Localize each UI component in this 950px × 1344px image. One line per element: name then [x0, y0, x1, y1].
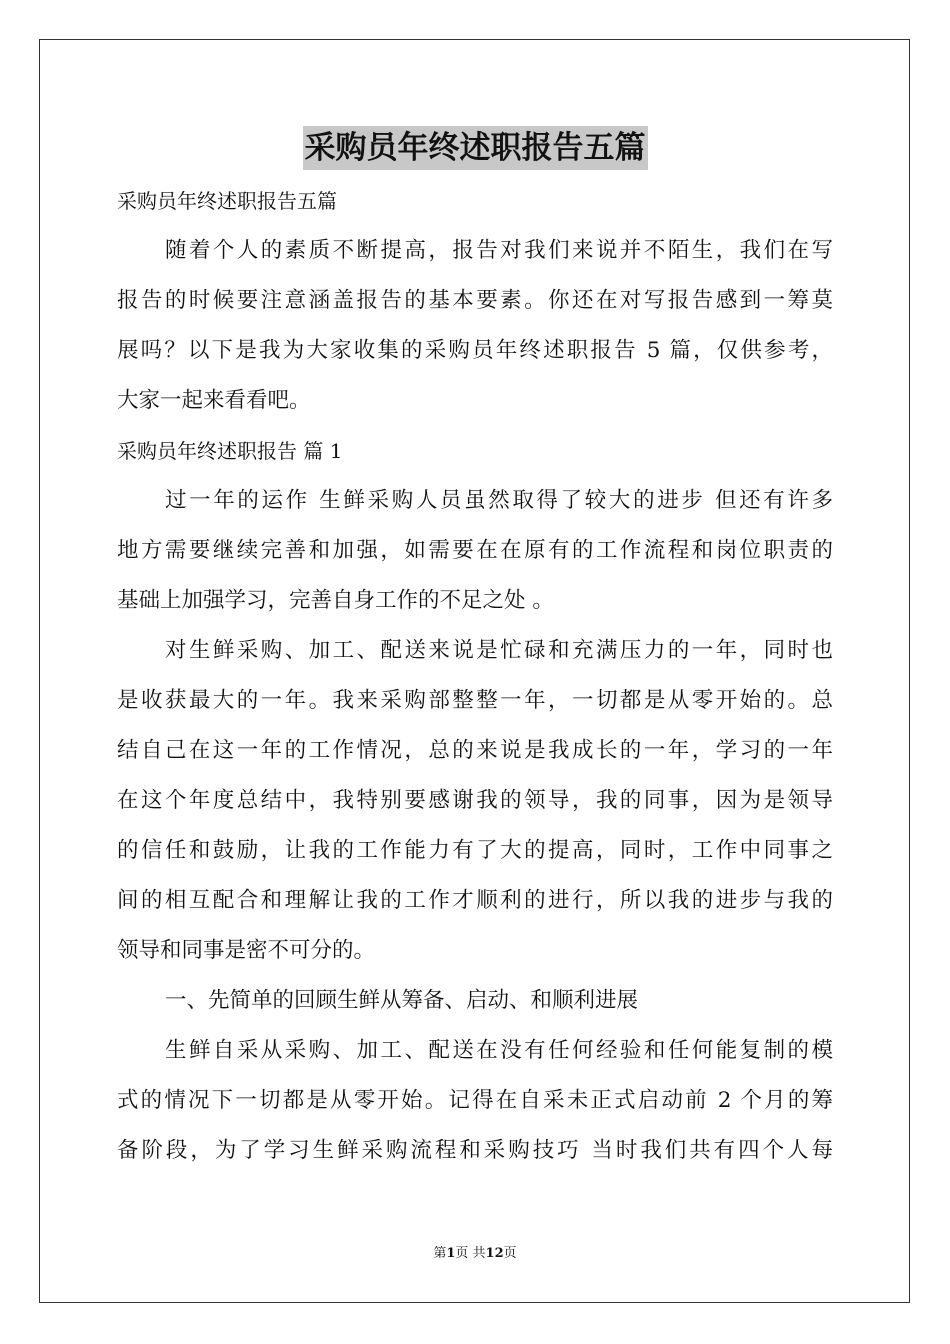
para2-line-6: 间的相互配合和理解让我的工作才顺利的进行，所以我的进步与我的	[117, 888, 833, 913]
footer-total-pages: 12	[485, 1246, 504, 1261]
para3-line-1: 生鲜自采从采购、加工、配送在没有任何经验和任何能复制的模	[165, 1038, 833, 1063]
footer-page-number: 1	[446, 1246, 456, 1261]
footer-page-prefix: 第	[433, 1246, 447, 1261]
para1-line-2: 地方需要继续完善和加强，如需要在在原有的工作流程和岗位职责的	[117, 538, 833, 563]
intro-line-4: 大家一起来看看吧。	[117, 388, 311, 413]
para3-line-2: 式的情况下一切都是从零开始。记得在自采未正式启动前 2 个月的筹	[117, 1088, 833, 1113]
intro-line-1: 随着个人的素质不断提高，报告对我们来说并不陌生，我们在写	[165, 238, 833, 263]
para1-line-3: 基础上加强学习，完善自身工作的不足之处 。	[117, 588, 554, 613]
footer-page-suffix: 页 共	[455, 1246, 486, 1261]
para2-line-4: 在这个年度总结中，我特别要感谢我的领导，我的同事，因为是领导	[117, 788, 833, 813]
para2-line-3: 结自己在这一年的工作情况，总的来说是我成长的一年，学习的一年	[117, 738, 833, 763]
intro-line-3: 展吗？以下是我为大家收集的采购员年终述职报告 5 篇，仅供参考，	[117, 338, 833, 363]
section-heading: 采购员年终述职报告 篇 1	[117, 439, 343, 463]
para2-line-1: 对生鲜采购、加工、配送来说是忙碌和充满压力的一年，同时也	[165, 638, 833, 663]
footer-total-suffix: 页	[503, 1246, 517, 1261]
para2-line-7: 领导和同事是密不可分的。	[117, 938, 376, 963]
page-footer	[0, 1245, 950, 1263]
intro-line-2: 报告的时候要注意涵盖报告的基本要素。你还在对写报告感到一筹莫	[117, 288, 833, 313]
title-container	[0, 126, 950, 170]
para3-line-3: 备阶段，为了学习生鲜采购流程和采购技巧 当时我们共有四个人每	[117, 1138, 833, 1163]
subheading-1: 一、先简单的回顾生鲜从筹备、启动、和顺利进展	[165, 988, 639, 1013]
para2-line-5: 的信任和鼓励，让我的工作能力有了大的提高，同时，工作中同事之	[117, 838, 833, 863]
document-subtitle: 采购员年终述职报告五篇	[117, 189, 337, 213]
para2-line-2: 是收获最大的一年。我来采购部整整一年，一切都是从零开始的。总	[117, 688, 833, 713]
document-title: 采购员年终述职报告五篇	[303, 126, 648, 170]
para1-line-1: 过一年的运作 生鲜采购人员虽然取得了较大的进步 但还有许多	[165, 488, 833, 513]
